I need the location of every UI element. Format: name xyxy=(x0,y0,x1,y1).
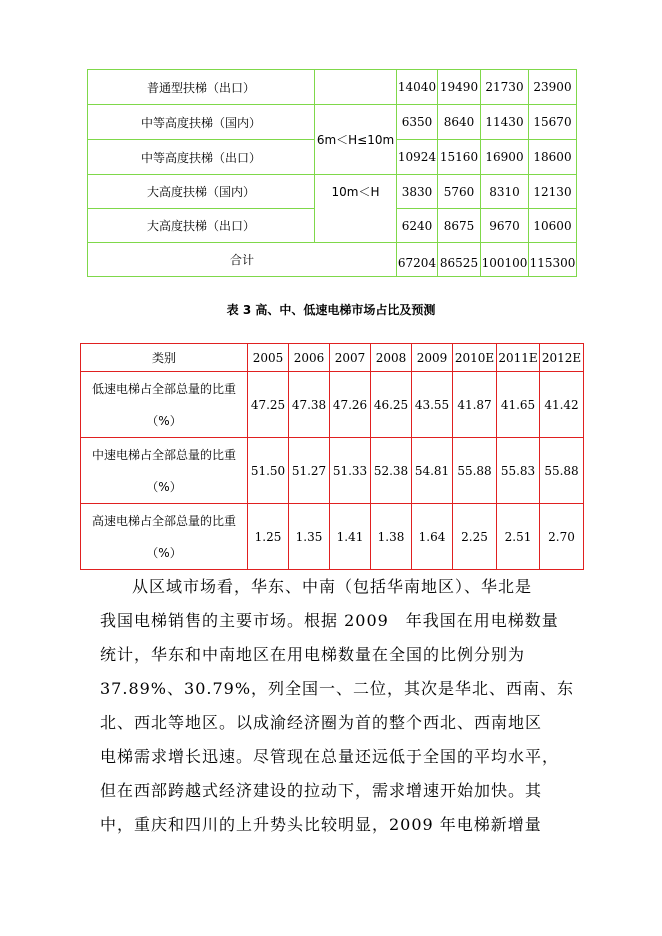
value-cell: 10924 xyxy=(397,140,438,175)
value-cell: 2.25 xyxy=(453,504,497,570)
value-cell: 19490 xyxy=(438,70,481,105)
elevator-share-table xyxy=(80,343,584,570)
row-label: 中等高度扶梯（出口） xyxy=(88,140,315,175)
value-cell: 15670 xyxy=(529,105,577,140)
value-cell: 51.33 xyxy=(330,438,371,504)
value-cell: 1.38 xyxy=(371,504,412,570)
value-cell: 8640 xyxy=(438,105,481,140)
table-row xyxy=(88,175,577,209)
table-row xyxy=(88,105,577,140)
value-cell: 1.25 xyxy=(248,504,289,570)
value-cell: 11430 xyxy=(481,105,529,140)
table-caption: 表 3 高、中、低速电梯市场占比及预测 xyxy=(226,303,436,317)
row-label: 普通型扶梯（出口） xyxy=(88,70,315,105)
value-cell: 9670 xyxy=(481,209,529,243)
category-cell xyxy=(81,504,248,570)
paragraph-line: 统计，华东和中南地区在用电梯数量在全国的比例分别为 xyxy=(100,645,526,664)
category-unit: （%） xyxy=(146,545,182,560)
category-label: 中速电梯占全部总量的比重 xyxy=(91,447,236,462)
paragraph-line: 电梯需求增长迅速。尽管现在总量还远低于全国的平均水平， xyxy=(100,747,560,766)
value-cell: 21730 xyxy=(481,70,529,105)
value-cell: 23900 xyxy=(529,70,577,105)
row-label: 大高度扶梯（出口） xyxy=(88,209,315,243)
category-header: 类别 xyxy=(81,344,248,372)
height-range-cell: 10m＜H xyxy=(315,175,397,243)
value-cell: 1.41 xyxy=(330,504,371,570)
category-unit: （%） xyxy=(146,479,182,494)
value-cell: 47.38 xyxy=(289,372,330,438)
total-cell: 115300 xyxy=(529,243,577,277)
value-cell: 41.42 xyxy=(540,372,584,438)
total-cell: 67204 xyxy=(397,243,438,277)
value-cell: 47.26 xyxy=(330,372,371,438)
value-cell: 52.38 xyxy=(371,438,412,504)
category-label: 低速电梯占全部总量的比重 xyxy=(91,381,236,396)
year-header: 2011E xyxy=(497,344,540,372)
value-cell: 2.70 xyxy=(540,504,584,570)
value-cell: 15160 xyxy=(438,140,481,175)
value-cell: 2.51 xyxy=(497,504,540,570)
total-cell: 86525 xyxy=(438,243,481,277)
year-header: 2010E xyxy=(453,344,497,372)
paragraph-line: 我国电梯销售的主要市场。根据 2009 年我国在用电梯数量 xyxy=(100,611,559,630)
value-cell: 41.87 xyxy=(453,372,497,438)
paragraph-line: 中，重庆和四川的上升势头比较明显，2009 年电梯新增量 xyxy=(100,815,542,834)
year-header: 2008 xyxy=(371,344,412,372)
value-cell: 6350 xyxy=(397,105,438,140)
year-header: 2006 xyxy=(289,344,330,372)
paragraph-line: 37.89%、30.79%，列全国一、二位，其次是华北、西南、东 xyxy=(100,679,575,698)
escalator-volume-table xyxy=(87,69,577,277)
value-cell: 10600 xyxy=(529,209,577,243)
category-cell xyxy=(81,438,248,504)
year-header: 2012E xyxy=(540,344,584,372)
value-cell: 55.88 xyxy=(540,438,584,504)
value-cell: 46.25 xyxy=(371,372,412,438)
height-range-cell: 6m＜H≤10m xyxy=(315,105,397,175)
value-cell: 55.88 xyxy=(453,438,497,504)
value-cell: 43.55 xyxy=(412,372,453,438)
value-cell: 51.50 xyxy=(248,438,289,504)
total-cell: 100100 xyxy=(481,243,529,277)
table-row xyxy=(81,504,584,570)
value-cell: 8310 xyxy=(481,175,529,209)
value-cell: 1.35 xyxy=(289,504,330,570)
value-cell: 5760 xyxy=(438,175,481,209)
table-row xyxy=(81,372,584,438)
value-cell: 41.65 xyxy=(497,372,540,438)
table-row xyxy=(88,70,577,105)
year-header: 2005 xyxy=(248,344,289,372)
paragraph-line: 但在西部跨越式经济建设的拉动下，需求增速开始加快。其 xyxy=(100,781,543,800)
value-cell: 8675 xyxy=(438,209,481,243)
category-label: 高速电梯占全部总量的比重 xyxy=(91,513,236,528)
total-row xyxy=(88,243,577,277)
height-cell-empty xyxy=(315,70,397,105)
value-cell: 1.64 xyxy=(412,504,453,570)
row-label: 中等高度扶梯（国内） xyxy=(88,105,315,140)
year-header: 2009 xyxy=(412,344,453,372)
table-row xyxy=(81,438,584,504)
value-cell: 14040 xyxy=(397,70,438,105)
value-cell: 47.25 xyxy=(248,372,289,438)
value-cell: 55.83 xyxy=(497,438,540,504)
paragraph-line: 从区域市场看，华东、中南（包括华南地区）、华北是 xyxy=(132,577,533,596)
row-label: 大高度扶梯（国内） xyxy=(88,175,315,209)
value-cell: 16900 xyxy=(481,140,529,175)
value-cell: 54.81 xyxy=(412,438,453,504)
value-cell: 3830 xyxy=(397,175,438,209)
category-cell xyxy=(81,372,248,438)
value-cell: 51.27 xyxy=(289,438,330,504)
header-row xyxy=(81,344,584,372)
year-header: 2007 xyxy=(330,344,371,372)
value-cell: 6240 xyxy=(397,209,438,243)
category-unit: （%） xyxy=(146,413,182,428)
total-label: 合计 xyxy=(88,243,397,277)
value-cell: 12130 xyxy=(529,175,577,209)
value-cell: 18600 xyxy=(529,140,577,175)
paragraph-line: 北、西北等地区。以成渝经济圈为首的整个西北、西南地区 xyxy=(100,713,543,732)
